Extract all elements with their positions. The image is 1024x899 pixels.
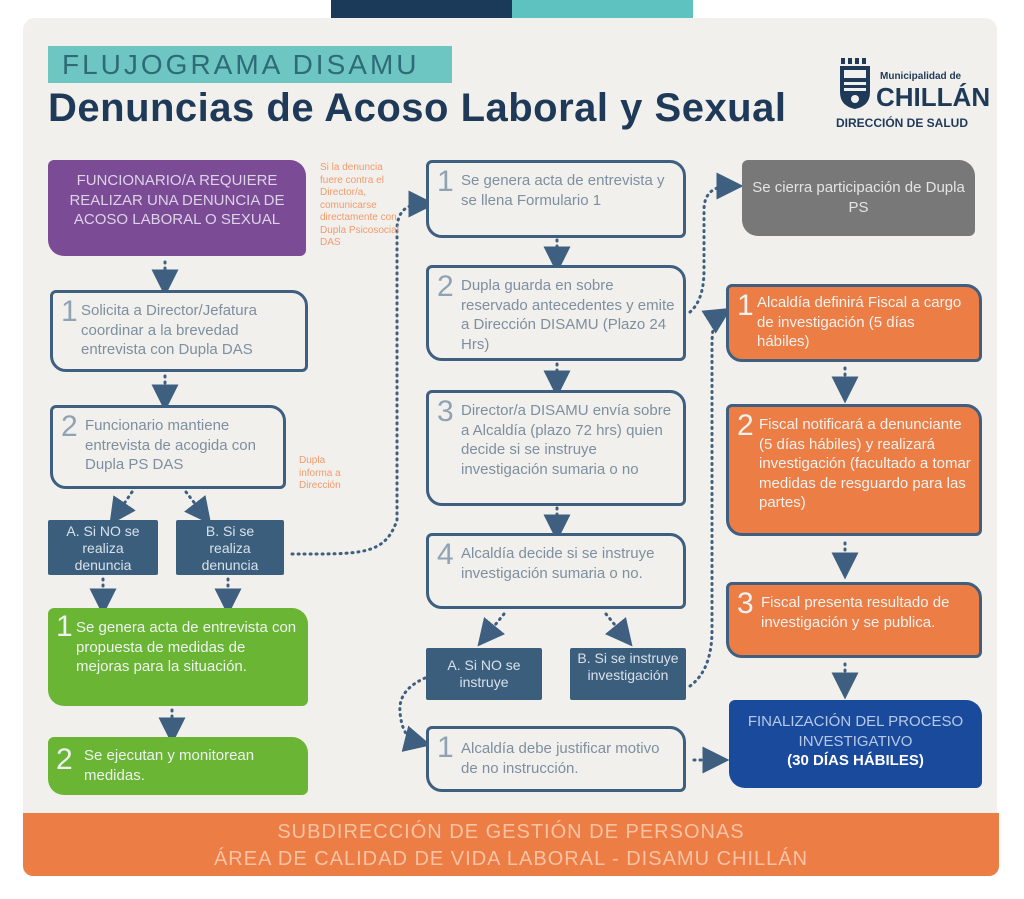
- start-request-text: FUNCIONARIO/A REQUIERE REALIZAR UNA DENUNCIA DE ACOSO LABORAL O SEXUAL: [69, 172, 285, 228]
- top-accent-navy: [331, 0, 512, 18]
- c1-option-a-text: A. Si NO se realiza denuncia: [66, 523, 140, 573]
- footer-line-2: ÁREA DE CALIDAD DE VIDA LABORAL - DISAMU CHILLÁN: [213, 848, 809, 870]
- c3-step3-number: 3: [737, 587, 754, 620]
- closed-participation-text: Se cierra participación de Dupla PS: [752, 179, 965, 216]
- c1-step1-box: [50, 290, 308, 372]
- green-step1-box: [48, 608, 308, 706]
- green-step2-box: [48, 737, 308, 795]
- green-step1-number: 1: [56, 610, 73, 643]
- c1-option-b-tag: [176, 520, 284, 575]
- c1-option-a-tag: [48, 520, 158, 575]
- final-process-label: FINALIZACIÓN DEL PROCESO INVESTIGATIVO: [747, 713, 964, 750]
- c2-option-b-tag: [570, 648, 686, 700]
- green-step2-number: 2: [56, 743, 73, 776]
- c2-option-a-text: A. Si NO se instruye: [447, 657, 521, 690]
- c2-step1-box: [426, 160, 686, 238]
- c3-step3-text: Fiscal presenta resultado de investigación y se publica.: [761, 594, 950, 631]
- c1-step1-text: Solicita a Director/Jefatura coordinar a la brevedad entrevista con Dupla DAS: [81, 302, 257, 358]
- c2-justify-number: 1: [437, 731, 454, 764]
- footer-banner: [23, 813, 999, 876]
- c3-step1-box: [726, 284, 982, 362]
- final-process-duration: (30 DÍAS HÁBILES): [787, 752, 924, 769]
- c2-step2-text: Dupla guarda en sobre reservado antecedentes y emite a Dirección DISAMU (Plazo 24 Hrs): [461, 277, 675, 353]
- green-step1-text: Se genera acta de entrevista con propuesta de medidas de mejoras para la situación.: [76, 619, 297, 675]
- c2-justify-text: Alcaldía debe justificar motivo de no instrucción.: [461, 740, 660, 777]
- c1-step2-number: 2: [61, 410, 78, 443]
- c1-step2-box: [50, 405, 286, 489]
- top-accent-teal: [512, 0, 693, 18]
- c3-step2-box: [726, 404, 982, 536]
- c2-step4-text: Alcaldía decide si se instruye investigación sumaria o no.: [461, 545, 655, 582]
- page-title: Denuncias de Acoso Laboral y Sexual: [48, 86, 787, 130]
- shield-icon: [838, 58, 872, 110]
- footer-line-1: SUBDIRECCIÓN DE GESTIÓN DE PERSONAS: [277, 821, 745, 843]
- c3-step3-box: [726, 582, 982, 658]
- c1-option-b-text: B. Si se realiza denuncia: [201, 523, 259, 573]
- director-exception-note: Si la denuncia fuere contra el Director/a, comunicarse directamente con Dupla Psicosocial DAS: [320, 162, 399, 248]
- c3-step2-text: Fiscal notificará a denunciante (5 días hábiles) y realizará investigación (facultado a tomar medidas de resguardo para las partes): [759, 416, 971, 511]
- c2-step4-box: [426, 533, 686, 609]
- c2-step3-number: 3: [437, 395, 454, 428]
- c2-step1-number: 1: [437, 165, 454, 198]
- logo-department: DIRECCIÓN DE SALUD: [836, 116, 969, 130]
- logo-city: CHILLÁN: [876, 82, 991, 112]
- c3-step2-number: 2: [737, 409, 754, 442]
- c2-step1-text: Se genera acta de entrevista y se llena Formulario 1: [461, 172, 665, 209]
- c2-step2-number: 2: [437, 270, 454, 303]
- c2-step3-text: Director/a DISAMU envía sobre a Alcaldía (plazo 72 hrs) quien decide si se instruye investigación sumaria o no: [461, 402, 672, 478]
- c1-step1-number: 1: [61, 295, 78, 328]
- c2-step4-number: 4: [437, 538, 454, 571]
- green-step2-text: Se ejecutan y monitorean medidas.: [84, 747, 255, 784]
- start-request-box: [48, 160, 306, 256]
- c2-step3-box: [426, 390, 686, 506]
- logo-municipality: Municipalidad de: [880, 71, 962, 82]
- c2-justify-box: [426, 726, 686, 792]
- c2-step2-box: [426, 265, 686, 361]
- c3-step1-text: Alcaldía definirá Fiscal a cargo de investigación (5 días hábiles): [757, 294, 962, 350]
- kicker-banner: FLUJOGRAMA DISAMU: [48, 46, 452, 83]
- c2-option-b-text: B. Si se instruye investigación: [577, 650, 679, 683]
- c3-step1-number: 1: [737, 289, 754, 322]
- final-process-box: [729, 700, 982, 788]
- municipal-logo: [832, 56, 991, 132]
- closed-participation-box: [742, 160, 975, 236]
- c1-step2-text: Funcionario mantiene entrevista de acogida con Dupla PS DAS: [85, 417, 256, 473]
- dupla-informs-note: Dupla informa a Dirección: [299, 455, 341, 491]
- c2-option-a-tag: [426, 648, 542, 700]
